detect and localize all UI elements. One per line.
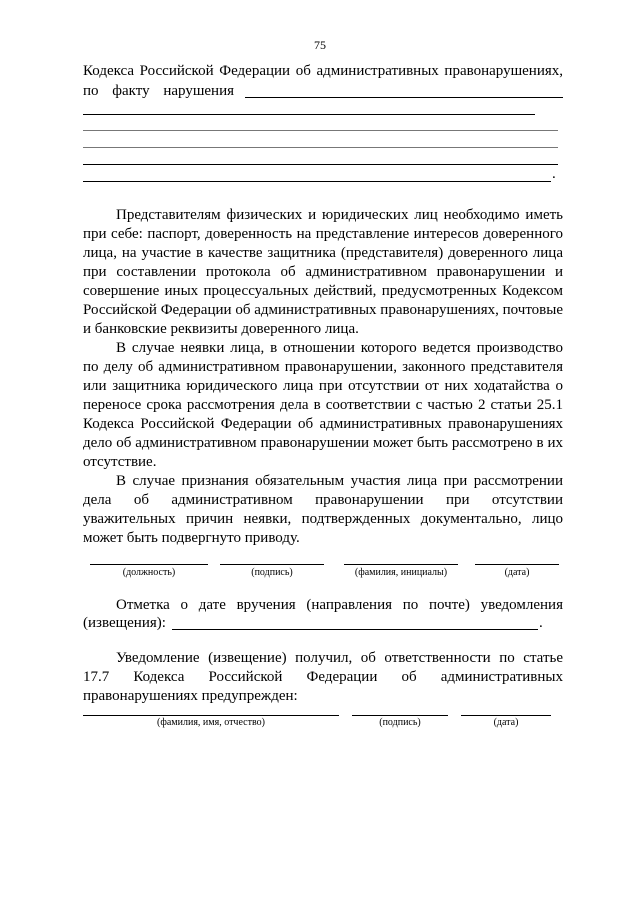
name-line: [344, 564, 458, 565]
violation-line-6: [83, 181, 551, 182]
signature-line-2: [352, 715, 448, 716]
violation-line-5: [83, 164, 558, 165]
delivery-mark-end: .: [539, 615, 543, 631]
violation-line-2: [83, 114, 535, 115]
caption-fullname: (фамилия, имя, отчество): [157, 717, 265, 728]
paragraph-received: Уведомление (извещение) получил, об ответственности по статье 17.7 Кодекса Российской Федерации об административных правонарушениях предупрежден:: [83, 650, 563, 704]
top-text: [83, 62, 563, 81]
top-line-2: по факту нарушения: [83, 83, 235, 99]
paragraph-mandatory: В случае признания обязательным участия лица при рассмотрении дела об административном правонарушении при отсутствии уважительных причин неявки, подтвержденных документально, лицо может быть подвергнуто приводу.: [83, 473, 563, 546]
date-line-2: [461, 715, 551, 716]
date-line: [475, 564, 559, 565]
delivery-date-line: [172, 629, 538, 630]
position-line: [90, 564, 208, 565]
caption-position: (должность): [122, 567, 176, 578]
delivery-mark-line-1: Отметка о дате вручения (направления по почте) уведомления: [116, 597, 563, 613]
caption-date: (дата): [504, 567, 530, 578]
violation-end-dot: .: [552, 166, 556, 182]
caption-signature: (подпись): [251, 567, 293, 578]
caption-name: (фамилия, инициалы): [354, 567, 448, 578]
violation-line-3: [83, 130, 558, 131]
delivery-mark-line-2: (извещения):: [83, 615, 166, 631]
violation-line-1: [245, 97, 563, 98]
caption-date-2: (дата): [493, 717, 519, 728]
signature-line: [220, 564, 324, 565]
received-notice: [83, 649, 563, 706]
paragraph-representatives: Представителям физических и юридических лиц необходимо иметь при себе: паспорт, доверенность на представление интересов доверенного лица, на участие в качестве защитника (представителя) доверенного лица при составлении протокола об административном правонарушении и совершение иных процессуальных действий, предусмотренных Кодексом Российской Федерации об административных правонарушениях, почтовые и банковские реквизиты доверенного лица.: [83, 207, 563, 337]
fullname-line: [83, 715, 339, 716]
caption-signature-2: (подпись): [379, 717, 421, 728]
delivery-mark: [83, 596, 563, 615]
paragraphs: [83, 206, 563, 548]
paragraph-absence: В случае неявки лица, в отношении которого ведется производство по делу об административном правонарушении, законного представителя или защитника юридического лица при отсутствии от них ходатайства о переносе срока рассмотрения дела в соответствии с частью 2 статьи 25.1 Кодекса Российской Федерации об административных правонарушениях дело об административном правонарушении может быть рассмотрено в их отсутствие.: [83, 340, 563, 470]
top-line-1: Кодекса Российской Федерации об административных правонарушениях,: [83, 63, 563, 79]
violation-line-4: [83, 147, 558, 148]
page-number: 75: [314, 38, 326, 52]
